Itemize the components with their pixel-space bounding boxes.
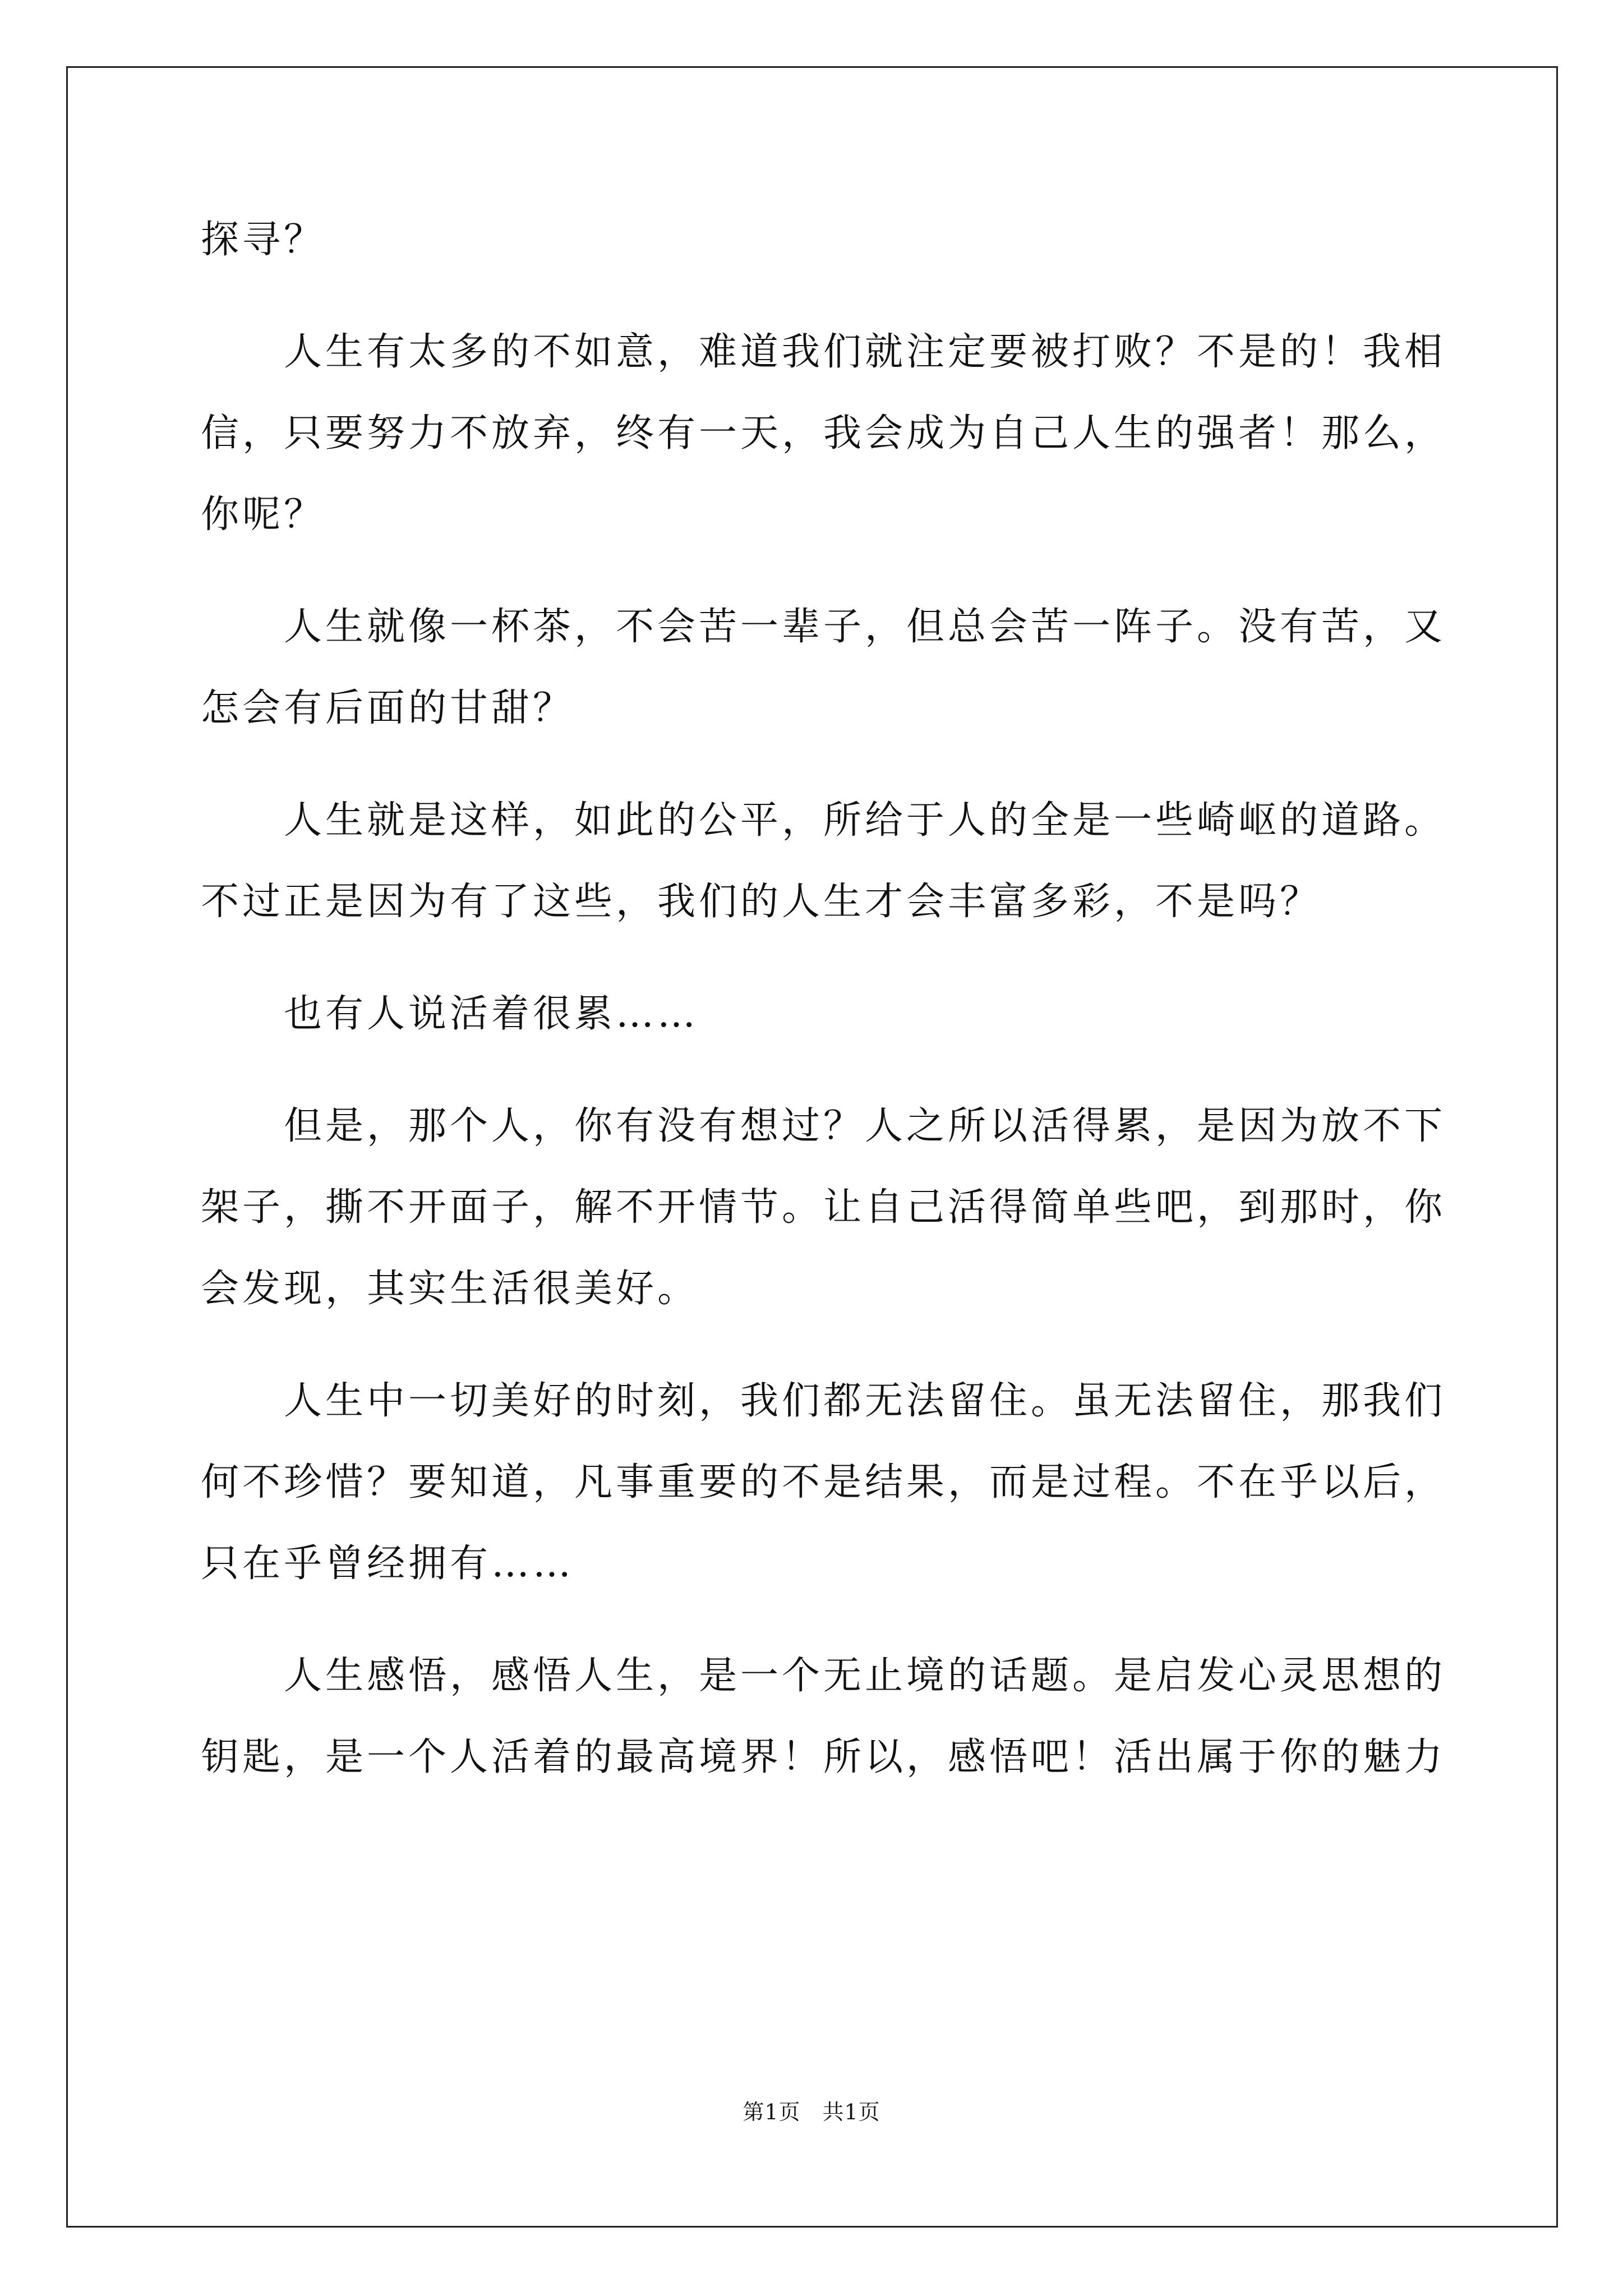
paragraph-first-line: 人生中一切美好的时刻，我们都无法留住。虽无法留住，那我们 [284,1379,1446,1423]
text-line: 信，只要努力不放弃，终有一天，我会成为自己人生的强者！那么， [201,411,1446,455]
page-number-footer: 第1页 共1页 [743,2100,880,2124]
paragraph-first-line: 人生就是这样，如此的公平，所给于人的全是一些崎岖的道路。 [284,798,1446,843]
paragraph-first-line: 人生感悟，感悟人生，是一个无止境的话题。是启发心灵思想的 [284,1654,1446,1698]
text-line: 何不珍惜？要知道，凡事重要的不是结果，而是过程。不在乎以后， [201,1460,1446,1504]
paragraph-first-line: 但是，那个人，你有没有想过？人之所以活得累，是因为放不下 [284,1104,1446,1148]
text-line: 会发现，其实生活很美好。 [201,1267,699,1311]
text-line: 架子，撕不开面子，解不开情节。让自己活得简单些吧，到那时，你 [201,1185,1446,1230]
text-line: 怎会有后面的甘甜？ [201,686,575,730]
text-line: 不过正是因为有了这些，我们的人生才会丰富多彩，不是吗？ [201,880,1322,924]
text-line: 你呢？ [201,493,326,537]
text-line: 只在乎曾经拥有…… [201,1542,575,1586]
paragraph-first-line: 人生有太多的不如意，难道我们就注定要被打败？不是的！我相 [284,330,1446,374]
paragraph-first-line: 也有人说活着很累…… [284,992,699,1036]
text-line: 钥匙，是一个人活着的最高境界！所以，感悟吧！活出属于你的魅力 [201,1735,1446,1779]
text-line: 探寻？ [201,218,326,262]
paragraph-first-line: 人生就像一杯茶，不会苦一辈子，但总会苦一阵子。没有苦，又 [284,605,1446,649]
